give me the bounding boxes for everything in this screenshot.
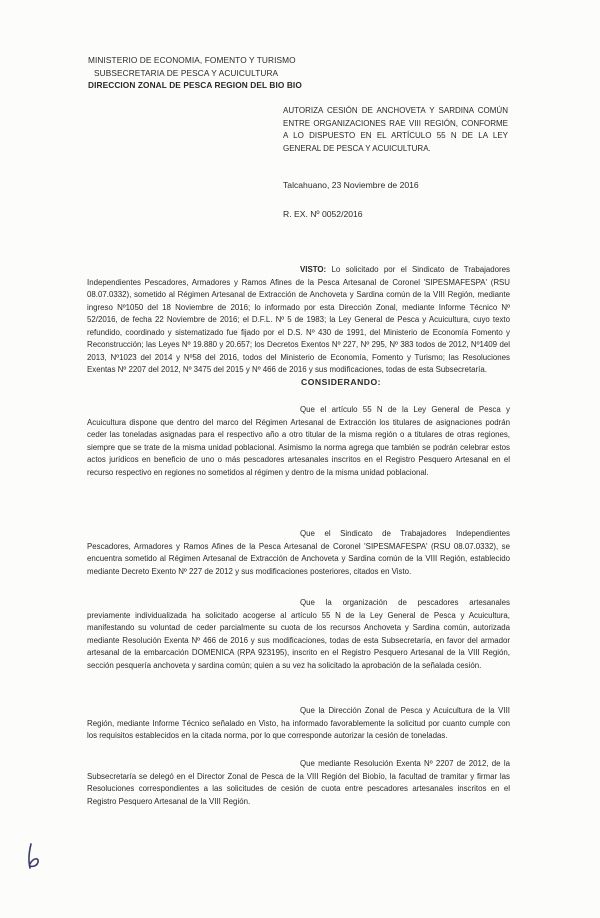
resolution-subject: AUTORIZA CESIÓN DE ANCHOVETA Y SARDINA COMÚN ENTRE ORGANIZACIONES RAE VIII REGIÓN, CONFORME A LO DISPUESTO EN EL ARTÍCULO 55 N DE LA LEY GENERAL DE PESCA Y ACUICULTURA. bbox=[283, 106, 508, 153]
considerando-paragraph: Que la Dirección Zonal de Pesca y Acuicultura de la VIII Región, mediante Informe Técnico señalado en Visto, ha informado favorablemente la solicitud por cuanto cumple con los requisitos establecidos en la citada norma, por lo que corresponde autorizar la cesión de toneladas. bbox=[87, 706, 510, 740]
handwritten-initial-mark bbox=[25, 842, 47, 870]
considerando-paragraph: Que el Sindicato de Trabajadores Independientes Pescadores, Armadores y Ramos Afines de la Pesca Artesanal de Coronel 'SIPESMAFESPA' (RSU 08.07.0332), se encuentra sometido al Régimen Artesanal de Extracción de Anchoveta y Sardina común de la VIII Región, establecido mediante Decreto Exento Nº 227 de 2012 y sus modificaciones posteriores, citados en Visto. bbox=[87, 529, 510, 576]
ministry-name: MINISTERIO DE ECONOMIA, FOMENTO Y TURISMO bbox=[88, 55, 296, 65]
considerando-paragraph: Que mediante Resolución Exenta Nº 2207 de 2012, de la Subsecretaría se delegó en el Director Zonal de Pesca de la VIII Región del Biobío, la facultad de tramitar y firmar las Resoluciones correspondientes a las solicitudes de cesión de cuota entre pescadores artesanales inscritos en el Registro Pesquero Artesanal de la VIII Región. bbox=[87, 759, 510, 806]
considerando-heading: CONSIDERANDO: bbox=[301, 377, 382, 387]
visto-lead: VISTO: bbox=[300, 265, 327, 274]
direccion-zonal-name: DIRECCION ZONAL DE PESCA REGION DEL BIO BIO bbox=[88, 80, 302, 90]
considerando-paragraph: Que el artículo 55 N de la Ley General de Pesca y Acuicultura dispone que dentro del marco del Régimen Artesanal de Extracción los titulares de asignaciones podrán ceder las toneladas asignadas para el respectivo año a otro titular de la misma región o a titulares de otras regiones, siempre que se trate de la misma unidad poblacional. Asimismo la norma agrega que también se podrán celebrar estos actos jurídicos en beneficio de uno o más pescadores artesanales inscritos en el Registro Pesquero Artesanal en el recurso respectivo en regiones no sometidos al régimen y dentro de la misma unidad poblacional. bbox=[87, 405, 510, 477]
date-line: Talcahuano, 23 Noviembre de 2016 bbox=[283, 180, 419, 190]
visto-text: Lo solicitado por el Sindicato de Trabajadores Independientes Pescadores, Armadores y Ramos Afines de la Pesca Artesanal de Coronel 'SIPESMAFESPA' (RSU 08.07.0332), sometido al Régimen Artesanal de Extracción de Anchoveta y Sardina común de la VIII Región, mediante ingreso Nº1050 del 18 Noviembre de 2016; lo informado por esta Dirección Zonal, mediante Informe Técnico Nº 52/2016, de fecha 22 Noviembre de 2016; el D.F.L. Nº 5 de 1983; la Ley General de Pesca y Acuicultura, cuyo texto refundido, coordinado y sistematizado fue fijado por el D.S. Nº 430 de 1991, del Ministerio de Economía Fomento y Reconstrucción; las Leyes Nº 19.880 y 20.657; los Decretos Exentos Nº 227, Nº 295, Nº 383 todos de 2012, Nº1409 del 2013, Nº1023 del 2014 y Nº58 del 2016, todos del Ministerio de Economía, Fomento y Turismo; las Resoluciones Exentas Nº 2207 del 2012, Nº 3475 del 2015 y Nº 466 de 2016 y sus modificaciones, todas de esta Subsecretaría. bbox=[87, 265, 510, 374]
visto-paragraph bbox=[87, 264, 510, 377]
subsecretaria-name: SUBSECRETARIA DE PESCA Y ACUICULTURA bbox=[94, 67, 279, 78]
resolution-number: R. EX. Nº 0052/2016 bbox=[283, 209, 363, 219]
letterhead bbox=[88, 54, 302, 92]
considerando-paragraph: Que la organización de pescadores artesanales previamente individualizada ha solicitado acogerse al artículo 55 N de la Ley General de Pesca y Acuicultura, manifestando su voluntad de ceder parcialmente su cuota de los recursos Anchoveta y Sardina común, autorizada mediante Resolución Exenta Nº 466 de 2016 y sus modificaciones, todas de esta Subsecretaría, en favor del armador artesanal de la embarcación DOMENICA (RPA 923195), inscrito en el Registro Pesquero Artesanal de la VIII Región, sección pesquería anchoveta y sardina común; quien a su vez ha solicitado la aprobación de la señalada cesión. bbox=[87, 598, 510, 670]
